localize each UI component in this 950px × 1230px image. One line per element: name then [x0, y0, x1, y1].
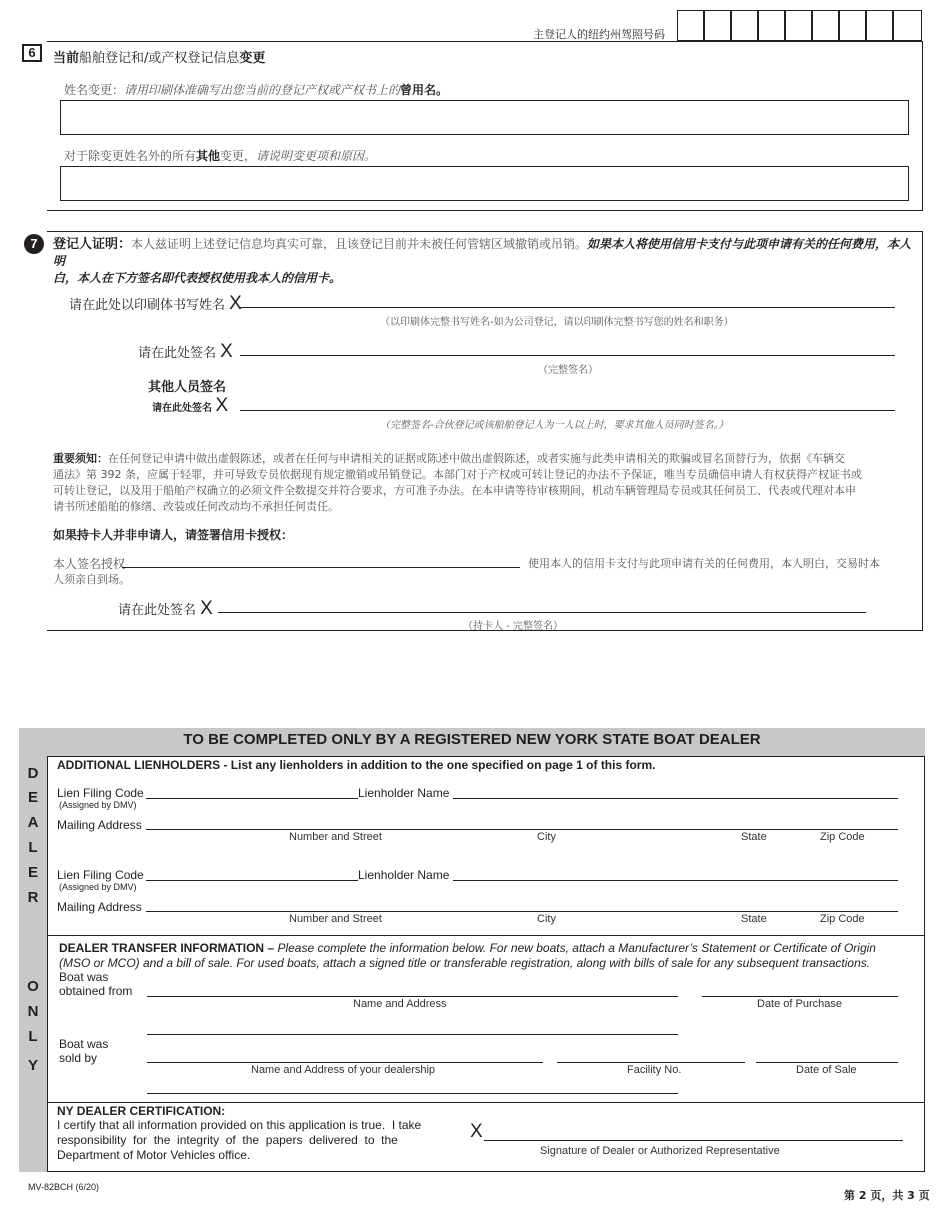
license-cell[interactable] — [731, 10, 758, 41]
form-id: MV-82BCH (6/20) — [28, 1182, 100, 1192]
name-change-label: 姓名变更：请用印刷体准确写出您当前的登记产权或产权书上的曾用名。 — [64, 83, 449, 97]
lien-code-label: Lien Filing Code — [57, 868, 144, 882]
lienholder-name-input[interactable] — [453, 798, 898, 799]
caption-name-address: Name and Address — [353, 998, 447, 1010]
side-letter: L — [28, 839, 38, 856]
license-label: 主登记人的纽约州驾照号码 — [533, 28, 665, 41]
registrant-certification: 登记人证明：本人兹证明上述登记信息均真实可靠，且该登记目前并未被任何管辖区域撤销或吊销。如果本人将使用信用卡支付与此项申请有关的任何费用，本人明 白，本人在下方签名即代表授权使用我本人的信用卡。 — [53, 237, 912, 285]
section-7-frame — [47, 231, 923, 631]
caption-date-purchase: Date of Purchase — [757, 998, 842, 1010]
lien-code-input[interactable] — [146, 798, 358, 799]
date-of-purchase-input[interactable] — [702, 996, 898, 997]
side-letter: A — [27, 814, 39, 831]
caption-street: Number and Street — [289, 831, 382, 843]
side-letter: E — [27, 864, 38, 881]
print-name-caption: （以印刷体完整书写姓名-如为公司登记，请以印刷体完整书写您的姓名和职务） — [380, 317, 734, 328]
caption-zip: Zip Code — [820, 831, 865, 843]
dealer-signature-line[interactable] — [484, 1140, 903, 1141]
license-cell[interactable] — [704, 10, 731, 41]
card-signature-caption: （持卡人 - 完整签名） — [463, 621, 563, 632]
license-cell[interactable] — [893, 10, 922, 41]
lienholder-name-input[interactable] — [453, 880, 898, 881]
dealer-cert-title: NY DEALER CERTIFICATION: — [57, 1104, 226, 1118]
mailing-address-input[interactable] — [146, 829, 898, 830]
card-holder-title: 如果持卡人并非申请人，请签署信用卡授权： — [53, 528, 294, 542]
caption-state: State — [741, 831, 767, 843]
license-cell[interactable] — [677, 10, 704, 41]
lien-code-label: Lien Filing Code — [57, 786, 144, 800]
section-7-number: 7 — [24, 234, 44, 254]
license-cell[interactable] — [866, 10, 893, 41]
caption-facility: Facility No. — [627, 1064, 682, 1076]
page-number: 第 2 页，共 3 页 — [844, 1189, 930, 1202]
caption-date-sale: Date of Sale — [796, 1064, 857, 1076]
mailing-address-label: Mailing Address — [57, 818, 142, 832]
obtained-from-input-2[interactable] — [147, 1034, 678, 1035]
caption-zip: Zip Code — [820, 913, 865, 925]
print-name-line[interactable] — [240, 307, 895, 308]
dealer-signature-caption: Signature of Dealer or Authorized Representative — [540, 1145, 780, 1157]
side-letter: N — [27, 1003, 39, 1020]
section-6-title: 当前船舶登记和/或产权登记信息变更 — [53, 51, 266, 66]
lien-code-sub: (Assigned by DMV) — [59, 882, 137, 892]
divider — [47, 935, 925, 936]
dealer-banner: TO BE COMPLETED ONLY BY A REGISTERED NEW YORK STATE BOAT DEALER — [183, 731, 761, 748]
side-letter: R — [27, 889, 39, 906]
transfer-instructions: DEALER TRANSFER INFORMATION – Please complete the information below. For new boats, attach a Manufacturer’s Statement or Certificate of Origin (MSO or MCO) and a bill of sale. For used boats, attach a signed title or transferable registration, along with bills of sale for any subsequent transactions. — [59, 941, 876, 970]
sign-here-label: 请在此处签名 X — [138, 341, 233, 362]
license-cell[interactable] — [758, 10, 785, 41]
dealership-input[interactable] — [147, 1062, 543, 1063]
date-of-sale-input[interactable] — [756, 1062, 898, 1063]
card-sign-label: 请在此处签名 X — [118, 598, 213, 619]
dealer-signature-x: X — [470, 1121, 483, 1142]
lien-code-input[interactable] — [146, 880, 358, 881]
former-name-input[interactable] — [60, 100, 909, 135]
facility-number-input[interactable] — [557, 1062, 745, 1063]
other-changes-label: 对于除变更姓名外的所有其他变更，请说明变更项和原因。 — [64, 149, 377, 163]
mailing-address-input[interactable] — [146, 911, 898, 912]
side-letter: D — [27, 765, 39, 782]
card-auth-name-line[interactable] — [122, 567, 520, 568]
obtained-from-label: Boat was obtained from — [59, 970, 133, 998]
license-cell[interactable] — [785, 10, 812, 41]
card-signature-line[interactable] — [218, 612, 866, 613]
signature-caption: （完整签名） — [538, 365, 598, 376]
caption-city: City — [537, 913, 556, 925]
other-signature-caption: （完整签名-合伙登记或该船舶登记人为一人以上时，要求其他人员同时签名。） — [380, 420, 729, 431]
lien-code-sub: (Assigned by DMV) — [59, 800, 137, 810]
caption-dealership: Name and Address of your dealership — [251, 1064, 436, 1076]
dealership-input-2[interactable] — [147, 1093, 678, 1094]
side-letter: Y — [27, 1057, 38, 1074]
obtained-from-input[interactable] — [147, 996, 678, 997]
mailing-address-label: Mailing Address — [57, 900, 142, 914]
side-letter: O — [27, 978, 39, 995]
signature-line[interactable] — [240, 355, 895, 356]
card-auth-text-2: 人须亲自到场。 — [53, 573, 130, 586]
license-cell[interactable] — [839, 10, 866, 41]
lienholder-name-label: Lienholder Name — [358, 786, 450, 800]
sold-by-label: Boat was sold by — [59, 1037, 109, 1065]
divider — [47, 1102, 925, 1103]
caption-street: Number and Street — [289, 913, 382, 925]
other-sign-label: 请在此处签名 X — [152, 395, 229, 416]
other-changes-input[interactable] — [60, 166, 909, 201]
caption-city: City — [537, 831, 556, 843]
card-auth-text-1: 使用本人的信用卡支付与此项申请有关的任何费用，本人明白，交易时本 — [528, 557, 880, 570]
card-auth-label: 本人签名授权 — [53, 557, 126, 571]
lienholders-title: ADDITIONAL LIENHOLDERS - List any lienholders in addition to the one specified on page 1 of this form. — [57, 758, 656, 772]
caption-state: State — [741, 913, 767, 925]
other-signer-title: 其他人员签名 — [148, 380, 227, 395]
dealer-cert-text: I certify that all information provided on this application is true. I take responsibility for the integrity of the papers delivered to the Department of Motor Vehicles office. — [57, 1118, 422, 1162]
lienholder-name-label: Lienholder Name — [358, 868, 450, 882]
side-letter: E — [27, 789, 38, 806]
other-signature-line[interactable] — [240, 410, 895, 411]
license-cell[interactable] — [812, 10, 839, 41]
section-6-number: 6 — [22, 44, 42, 62]
side-letter: L — [28, 1028, 38, 1045]
important-notice: 重要须知：在任何登记申请中做出虚假陈述，或者在任何与申请相关的证据或陈述中做出虚假陈述，或者实施与此类申请相关的欺骗或冒名顶替行为，依据《车辆交 通法》第 392 条，应属于轻罪，并可导致专员依据现有规定撤销或吊销登记。本部门对于产权或可转让登记的办法不予保证，唯当专员确信申请人有权获得产权证书或 可转让登记，以及用于船舶产权确立的必须文件全数提交并符合要求，方可准予办法。在本申请等待审核期间，机动车辆管理局专员或其任何员工、代表或代理对本申 请书所述船舶的修缮、改装或任何改动均不承担任何责任。 — [53, 452, 862, 513]
print-name-label: 请在此处以印刷体书写姓名 X — [69, 293, 242, 314]
